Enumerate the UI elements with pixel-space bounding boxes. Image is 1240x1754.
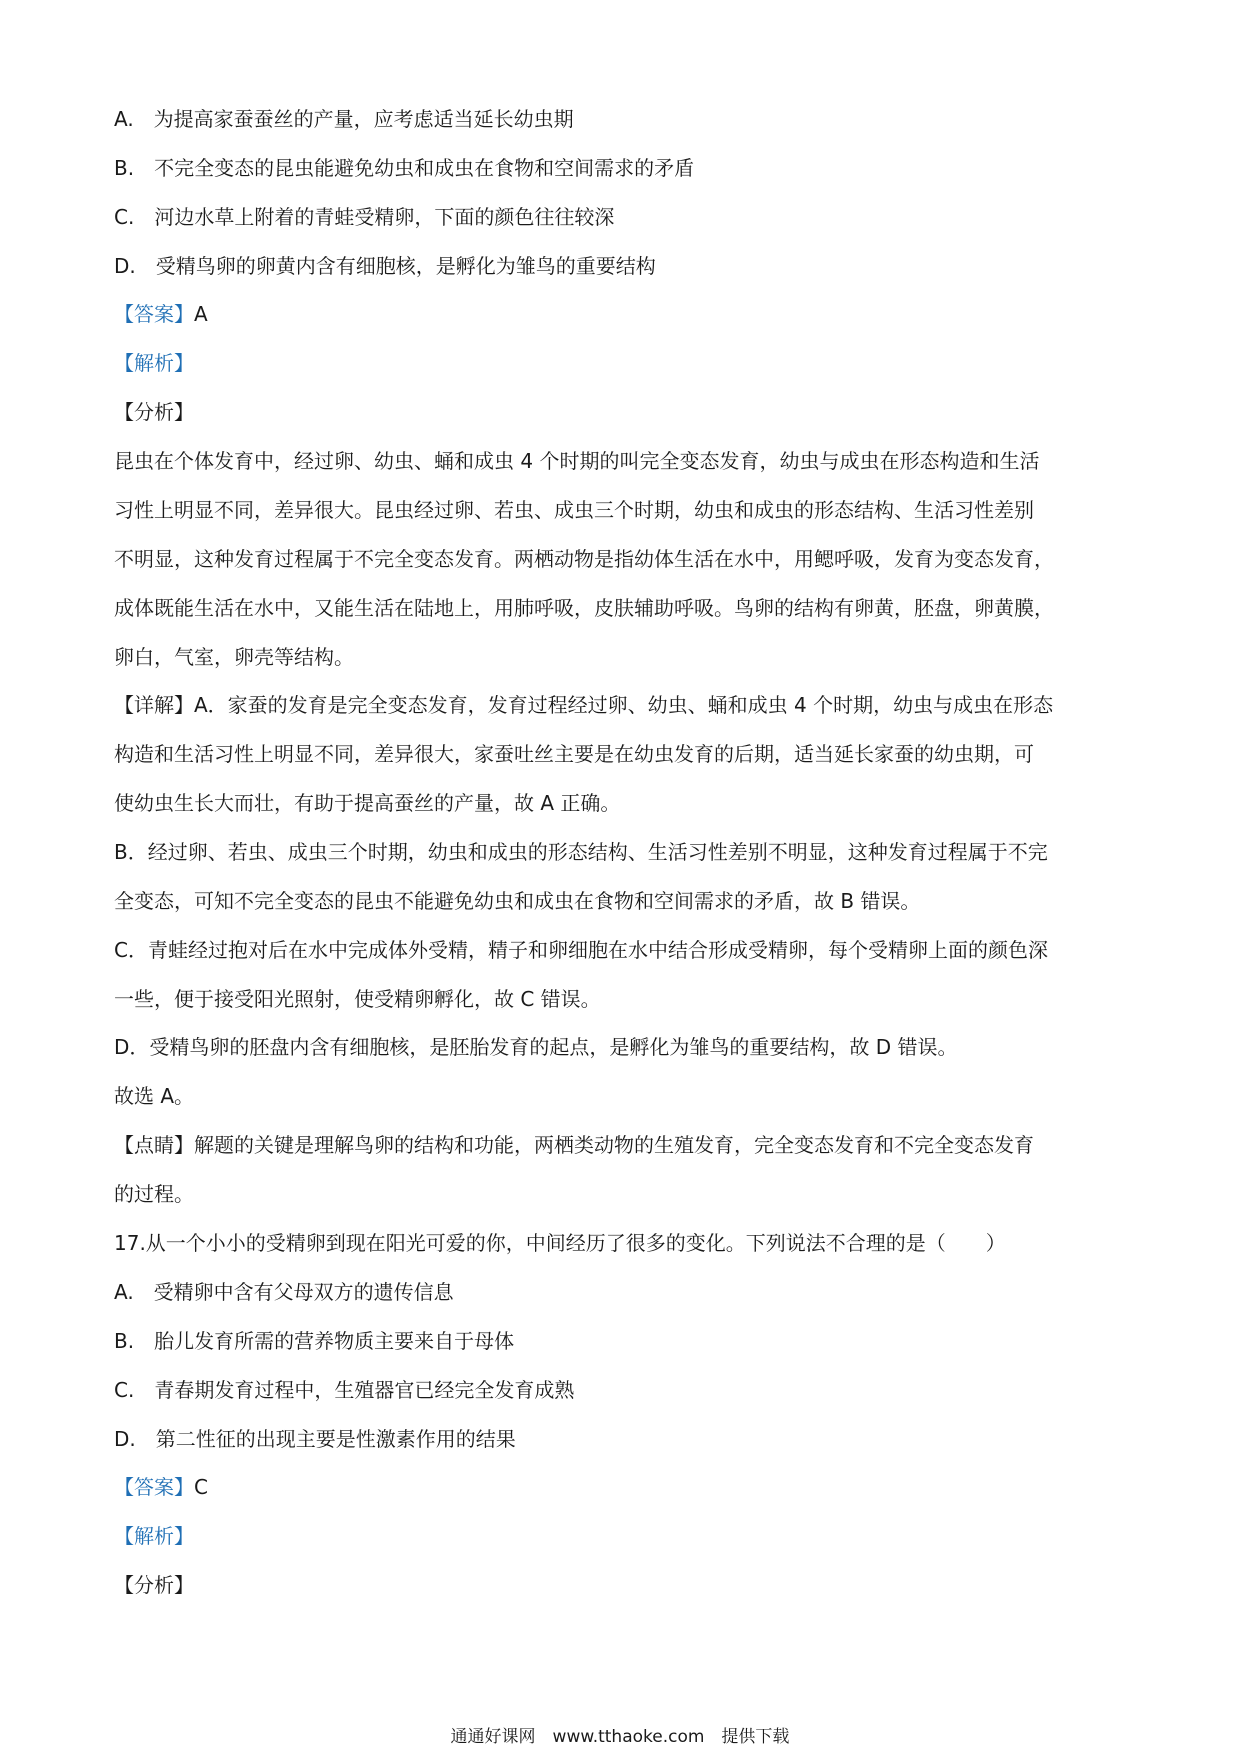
- q16-detail-line: 一些，便于接受阳光照射，使受精卵孵化，故 C 错误。: [114, 987, 601, 1011]
- q16-option-c: C. 河边水草上附着的青蛙受精卵，下面的颜色往往较深: [114, 205, 615, 229]
- q17-answer: [114, 1474, 1129, 1500]
- q16-detail-line: 故选 A。: [114, 1084, 195, 1108]
- q16-option-b: B. 不完全变态的昆虫能避免幼虫和成虫在食物和空间需求的矛盾: [114, 156, 695, 180]
- q16-dianjing-line: 的过程。: [114, 1182, 194, 1206]
- q16-fenxi-label: 【分析】: [114, 400, 194, 424]
- q16-analysis-line: 昆虫在个体发育中，经过卵、幼虫、蛹和成虫 4 个时期的叫完全变态发育，幼虫与成虫在形态构造和生活: [114, 449, 1040, 473]
- q16-analysis-line: 卵白，气室，卵壳等结构。: [114, 645, 354, 669]
- q17-option-a: A. 受精卵中含有父母双方的遗传信息: [114, 1280, 454, 1304]
- q17-stem: 17.从一个小小的受精卵到现在阳光可爱的你，中间经历了很多的变化。下列说法不合理的是（ ）: [114, 1231, 1006, 1255]
- answer-value: A: [194, 302, 208, 326]
- page-footer: 通通好课网 www.tthaoke.com 提供下载: [450, 1727, 790, 1747]
- q16-jiexi-label: 【解析】: [114, 351, 194, 375]
- q17-option-c: C. 青春期发育过程中，生殖器官已经完全发育成熟: [114, 1378, 575, 1402]
- q17-jiexi-label: 【解析】: [114, 1524, 194, 1548]
- q17-option-d: D. 第二性征的出现主要是性激素作用的结果: [114, 1427, 516, 1451]
- q16-option-a: A. 为提高家蚕蚕丝的产量，应考虑适当延长幼虫期: [114, 107, 574, 131]
- q16-detail-line: B．经过卵、若虫、成虫三个时期，幼虫和成虫的形态结构、生活习性差别不明显，这种发育过程属于不完: [114, 840, 1048, 864]
- q16-detail-line: 使幼虫生长大而壮，有助于提高蚕丝的产量，故 A 正确。: [114, 791, 621, 815]
- q16-detail-line: D．受精鸟卵的胚盘内含有细胞核，是胚胎发育的起点，是孵化为雏鸟的重要结构，故 D 错误。: [114, 1035, 958, 1059]
- q16-analysis-line: 不明显，这种发育过程属于不完全变态发育。两栖动物是指幼体生活在水中，用鳃呼吸，发育为变态发育，: [114, 547, 1054, 571]
- q16-answer: [114, 301, 1129, 327]
- answer-label: 【答案】: [114, 302, 194, 326]
- q17-option-b: B. 胎儿发育所需的营养物质主要来自于母体: [114, 1329, 515, 1353]
- q16-option-d: D. 受精鸟卵的卵黄内含有细胞核，是孵化为雏鸟的重要结构: [114, 254, 656, 278]
- answer-value: C: [194, 1475, 208, 1499]
- q16-detail-line: 构造和生活习性上明显不同，差异很大，家蚕吐丝主要是在幼虫发育的后期，适当延长家蚕的幼虫期，可: [114, 742, 1034, 766]
- q16-detail-line: 【详解】A．家蚕的发育是完全变态发育，发育过程经过卵、幼虫、蛹和成虫 4 个时期，幼虫与成虫在形态: [114, 693, 1054, 717]
- q16-dianjing-line: 【点睛】解题的关键是理解鸟卵的结构和功能，两栖类动物的生殖发育，完全变态发育和不完全变态发育: [114, 1133, 1034, 1157]
- q16-detail-line: C．青蛙经过抱对后在水中完成体外受精，精子和卵细胞在水中结合形成受精卵，每个受精卵上面的颜色深: [114, 938, 1048, 962]
- q17-fenxi-label: 【分析】: [114, 1573, 194, 1597]
- q16-analysis-line: 习性上明显不同，差异很大。昆虫经过卵、若虫、成虫三个时期，幼虫和成虫的形态结构、生活习性差别: [114, 498, 1034, 522]
- answer-label: 【答案】: [114, 1475, 194, 1499]
- q16-analysis-line: 成体既能生活在水中，又能生活在陆地上，用肺呼吸，皮肤辅助呼吸。鸟卵的结构有卵黄，胚盘，卵黄膜，: [114, 596, 1054, 620]
- q16-detail-line: 全变态，可知不完全变态的昆虫不能避免幼虫和成虫在食物和空间需求的矛盾，故 B 错误。: [114, 889, 921, 913]
